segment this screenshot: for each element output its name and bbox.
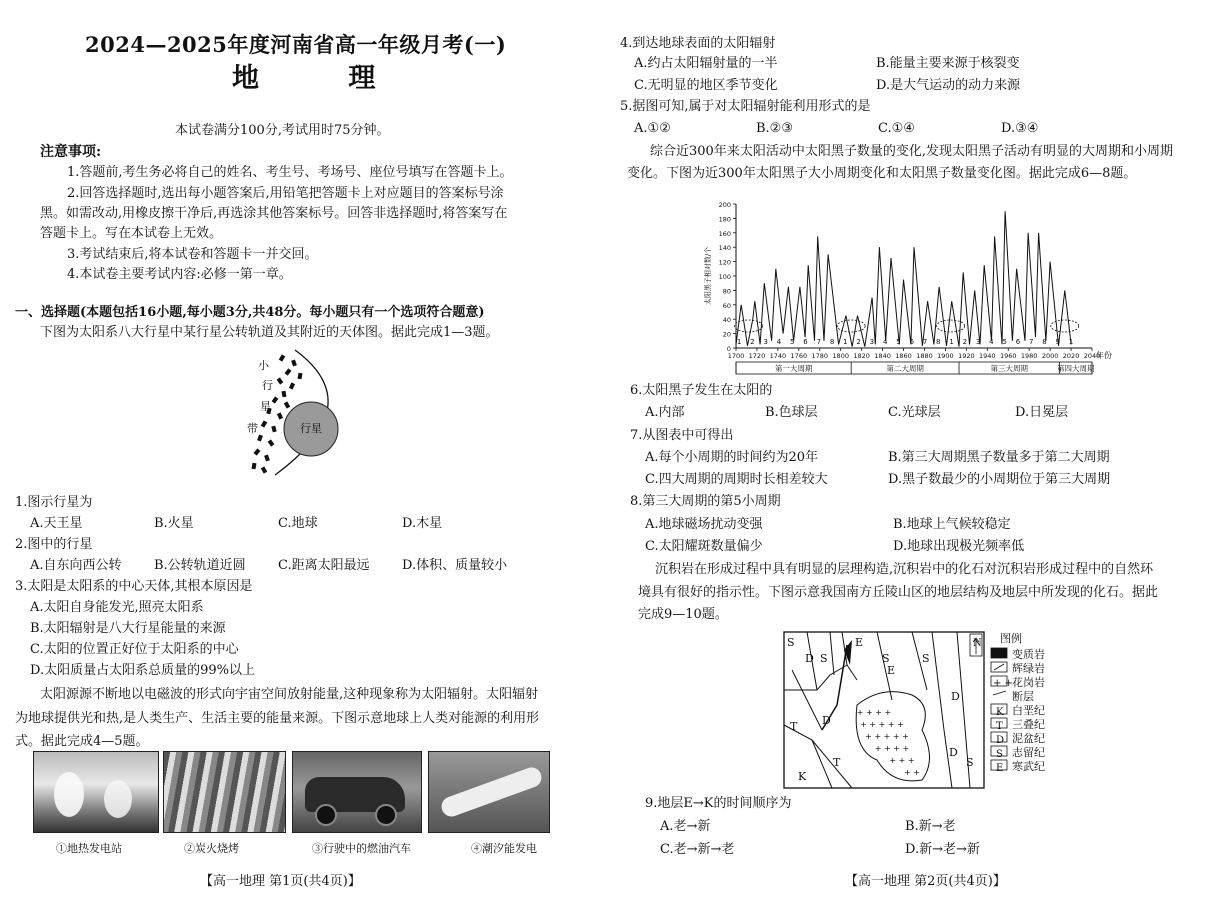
small-cycle-label: 3 [763,338,768,346]
small-cycle-label: 9 [1055,338,1061,346]
svg-text:+ +: + + [904,768,920,777]
map-area-label: D [951,690,960,703]
big-cycle-label: 第二大周期 [886,364,924,373]
small-cycle-label: 2 [856,338,861,346]
x-tick-label: 1960 [999,352,1017,360]
map-area-label: E [887,664,896,677]
photo-caption: ②炭火烧烤 [184,842,239,855]
q6-option-a[interactable]: A.内部 [645,405,685,420]
q2-option-c[interactable]: C.距离太阳最远 [278,558,370,573]
notice-line: 黑。如需改动,用橡皮擦干净后,再选涂其他答案标号。回答非选择题时,将答案写在 [40,206,508,221]
subject-title: 地 理 [232,63,416,94]
x-tick-label: 1820 [853,352,870,360]
para-radiation: 为地球提供光和热,是人类生产、生活主要的能量来源。下图示意地球上人类对能源的利用形 [15,711,540,726]
q3-stem: 3.太阳是太阳系的中心天体,其根本原因是 [15,579,253,594]
small-cycle-label: 5 [896,338,901,346]
notice-heading: 注意事项: [40,144,102,160]
page-footer: 【高一地理 第1页(共4页)】 [200,874,361,889]
q4-option-c[interactable]: C.无明显的地区季节变化 [634,78,778,93]
q9-option-a[interactable]: A.老→新 [660,819,711,834]
small-cycle-label: 6 [909,338,914,346]
notice-line: 2.回答选择题时,选出每小题答案后,用铅笔把答题卡上对应题目的答案标号涂 [67,186,504,201]
y-tick-label: 40 [722,316,731,325]
q1-option-d[interactable]: D.木星 [402,516,443,531]
section-heading: 一、选择题(本题包括16小题,每小题3分,共48分。每小题只有一个选项符合题意) [15,305,485,320]
q8-stem: 8.第三大周期的第5小周期 [630,494,781,509]
q7-option-c[interactable]: C.四大周期的周期时长相差较大 [645,472,828,487]
x-axis-label: 年份 [1096,351,1112,360]
photo-caption: ①地热发电站 [56,842,122,855]
q5-stem: 5.据图可知,属于对太阳辐射能利用形式的是 [620,99,871,114]
q8-option-b[interactable]: B.地球上气候较稳定 [893,517,1011,532]
para-sunspot: 变化。下图为近300年太阳黑子大小周期变化和太阳黑子数量变化图。据此完成6—8题。 [627,166,1137,181]
legend-title: 图例 [1000,632,1022,645]
legend-symbol: D [996,735,1005,746]
notice-line: 1.答题前,考生务必将自己的姓名、考生号、考场号、座位号填写在答题卡上。 [67,165,513,180]
x-tick-label: 1880 [916,352,933,360]
q8-option-c[interactable]: C.太阳耀斑数量偏少 [645,539,763,554]
para-sediment: 境具有很好的指示性。下图示意我国南方丘陵山区的地层结构及地层中所发现的化石。据此 [638,585,1159,600]
x-tick-label: 1760 [790,352,808,360]
map-area-label: S [966,756,974,769]
q9-stem: 9.地层E→K的时间顺序为 [645,796,792,811]
map-area-label: K [798,770,807,783]
q7-option-b[interactable]: B.第三大周期黑子数量多于第二大周期 [888,450,1110,465]
big-cycle-label: 第四大周期 [1057,364,1095,373]
belt-label-char: 小 [258,359,269,372]
x-tick-label: 2000 [1041,352,1059,360]
q4-stem: 4.到达地球表面的太阳辐射 [620,36,776,51]
small-cycle-label: 8 [829,338,835,346]
q2-option-d[interactable]: D.体积、质量较小 [402,558,508,573]
y-tick-label: 20 [722,330,731,339]
small-cycle-label: 1 [1068,338,1074,346]
planet-label: 行星 [300,422,322,435]
q2-option-b[interactable]: B.公转轨道近圆 [154,558,246,573]
q2-stem: 2.图中的行星 [15,537,93,552]
belt-label-char: 行 [262,379,273,392]
photo-bbq [163,751,286,833]
photo-tidal [428,751,550,833]
q1-option-a[interactable]: A.天王星 [30,516,83,531]
legend-symbol: + + [993,678,1013,689]
q1-stem: 1.图示行星为 [15,495,93,510]
map-area-label: D [949,746,958,759]
photo-geothermal [33,751,159,833]
q6-option-c[interactable]: C.光球层 [888,405,941,420]
legend-label: 花岗岩 [1012,676,1045,689]
q8-option-a[interactable]: A.地球磁场扰动变强 [645,517,763,532]
small-cycle-label: 7 [922,338,928,346]
q1-option-c[interactable]: C.地球 [278,516,318,531]
small-cycle-label: 4 [882,338,888,346]
notice-line: 4.本试卷主要考试内容:必修一第一章。 [67,267,292,282]
legend-label: 白垩纪 [1012,704,1045,717]
belt-label-char: 带 [247,422,258,435]
small-cycle-label: 3 [975,338,981,346]
x-tick-label: 1800 [832,352,849,360]
q5-option-a[interactable]: A.①② [634,121,671,136]
y-tick-label: 80 [722,287,731,296]
x-tick-label: 1720 [748,352,766,360]
x-tick-label: 1920 [958,352,975,360]
big-cycle-label: 第三大周期 [990,364,1029,373]
legend-symbol: T [996,721,1003,732]
legend-label: 断层 [1012,690,1034,703]
small-cycle-label: 3 [869,338,875,346]
photo-caption: ④潮汐能发电 [471,842,537,855]
small-cycle-label: 5 [1002,338,1007,346]
q4-option-d[interactable]: D.是大气运动的动力来源 [876,78,1021,93]
y-tick-label: 60 [722,301,731,310]
x-tick-label: 1900 [937,352,954,360]
legend-label: 泥盆纪 [1012,732,1045,745]
map-area-label: T [790,720,798,733]
q9-option-d[interactable]: D.新→老→新 [905,842,980,857]
map-area-label: E [855,636,864,649]
q7-option-a[interactable]: A.每个小周期的时间约为20年 [645,450,819,465]
belt-label-char: 星 [260,400,271,413]
q3-option-d[interactable]: D.太阳质量占太阳系总质量的99%以上 [30,663,255,678]
q3-option-b[interactable]: B.太阳辐射是八大行星能量的来源 [30,621,226,636]
legend-label: 三叠纪 [1012,718,1045,731]
small-cycle-label: 2 [750,338,755,346]
small-cycle-label: 1 [949,338,954,346]
small-cycle-label: 8 [1042,338,1047,346]
y-axis-label: 太阳黑子相对数/个 [704,246,712,306]
q9-option-c[interactable]: C.老→新→老 [660,842,735,857]
q5-option-b[interactable]: B.②③ [756,121,793,136]
y-tick-label: 200 [718,201,731,209]
notice-line: 答题卡上。写在本试卷上无效。 [40,226,223,241]
q8-option-d[interactable]: D.地球出现极光频率低 [893,539,1025,554]
photo-caption: ③行驶中的燃油汽车 [312,842,411,855]
x-tick-label: 1840 [874,352,891,360]
legend-label: 辉绿岩 [1012,662,1045,675]
q7-option-d[interactable]: D.黑子数最少的小周期位于第三大周期 [888,472,1111,487]
small-cycle-label: 8 [936,338,941,346]
legend-symbol: E [996,763,1004,774]
big-cycle-label: 第一大周期 [774,364,813,373]
small-cycle-label: 4 [776,338,782,346]
q1-option-b[interactable]: B.火星 [154,516,194,531]
geology-map [782,630,1102,790]
y-tick-label: 180 [718,215,731,224]
y-tick-label: 160 [718,229,731,238]
north-label: N [973,638,982,649]
map-area-label: T [833,756,841,769]
q6-stem: 6.太阳黑子发生在太阳的 [630,383,773,398]
q2-option-a[interactable]: A.自东向西公转 [30,558,122,573]
small-cycle-label: 7 [1028,338,1034,346]
notice-line: 3.考试结束后,将本试卷和答题卡一并交回。 [67,247,318,262]
svg-text:+ + + +: + + + + [874,744,910,753]
x-tick-label: 1780 [811,352,829,360]
q6-option-d[interactable]: D.日冕层 [1015,405,1069,420]
para-radiation: 太阳源源不断地以电磁波的形式向宇宙空间放射能量,这种现象称为太阳辐射。太阳辐射 [40,687,539,702]
q4-option-b[interactable]: B.能量主要来源于核裂变 [876,56,1020,71]
x-tick-label: 1980 [1020,352,1038,360]
svg-text:+ + + +: + + + + [856,708,892,717]
q3-option-a[interactable]: A.太阳自身能发光,照亮太阳系 [30,600,204,615]
map-area-label: S [820,652,828,665]
x-tick-label: 2020 [1062,352,1080,360]
y-tick-label: 120 [718,258,731,267]
small-cycle-label: 2 [962,338,968,346]
legend-label: 寒武纪 [1012,760,1045,773]
x-tick-label: 1740 [769,352,787,360]
map-area-label: S [922,652,930,665]
x-tick-label: 1700 [727,352,745,360]
y-tick-label: 100 [718,273,731,281]
svg-text:+ + + + +: + + + + + [865,732,909,741]
page-footer: 【高一地理 第2页(共4页)】 [845,874,1006,889]
small-cycle-label: 4 [989,338,994,346]
q5-option-d[interactable]: D.③④ [1001,121,1039,136]
legend-label: 志留纪 [1012,746,1045,759]
svg-text:+ + +: + + + [889,756,915,765]
map-area-label: D [805,652,814,665]
x-tick-label: 1860 [895,352,912,360]
exam-info: 本试卷满分100分,考试用时75分钟。 [175,123,390,138]
para-sunspot: 综合近300年来太阳活动中太阳黑子数量的变化,发现太阳黑子活动有明显的大周期和小周期 [650,144,1173,159]
svg-text:+ + + + +: + + + + + [860,720,904,729]
small-cycle-label: 5 [790,338,795,346]
q5-option-c[interactable]: C.①④ [878,121,915,136]
q4-option-a[interactable]: A.约占太阳辐射量的一半 [634,56,778,71]
y-tick-label: 0 [726,345,731,353]
q7-stem: 7.从图表中可得出 [630,428,734,443]
minimum-ellipse [1051,320,1079,332]
x-tick-label: 1940 [979,352,996,360]
legend-symbol: K [996,707,1004,718]
para-radiation: 式。据此完成4—5题。 [15,734,149,749]
map-area-label: S [787,636,795,649]
exam-title: 2024—2025年度河南省高一年级月考(一) [85,32,507,57]
map-area-label: D [822,714,831,727]
para-sediment: 完成9—10题。 [638,607,728,622]
sunspot-series-line [736,211,1074,346]
y-tick-label: 140 [718,244,731,253]
q6-option-b[interactable]: B.色球层 [765,405,818,420]
legend-symbol: S [996,749,1003,760]
small-cycle-label: 6 [1015,338,1021,346]
intro-q1-3: 下图为太阳系八大行星中某行星公转轨道及其附近的天体图。据此完成1—3题。 [40,325,499,340]
q3-option-c[interactable]: C.太阳的位置正好位于太阳系的中心 [30,642,239,657]
small-cycle-label: 1 [736,338,742,346]
sunspot-chart [700,190,1140,380]
small-cycle-label: 1 [843,338,848,346]
map-area-label: S [882,652,890,665]
para-sediment: 沉积岩在形成过程中具有明显的层理构造,沉积岩中的化石对沉积岩形成过程中的自然环 [655,562,1154,577]
q9-option-b[interactable]: B.新→老 [905,819,956,834]
small-cycle-label: 7 [816,338,822,346]
photo-car [292,751,422,833]
small-cycle-label: 6 [803,338,808,346]
legend-label: 变质岩 [1012,648,1045,661]
x-tick-label: 2040 [1083,352,1101,360]
